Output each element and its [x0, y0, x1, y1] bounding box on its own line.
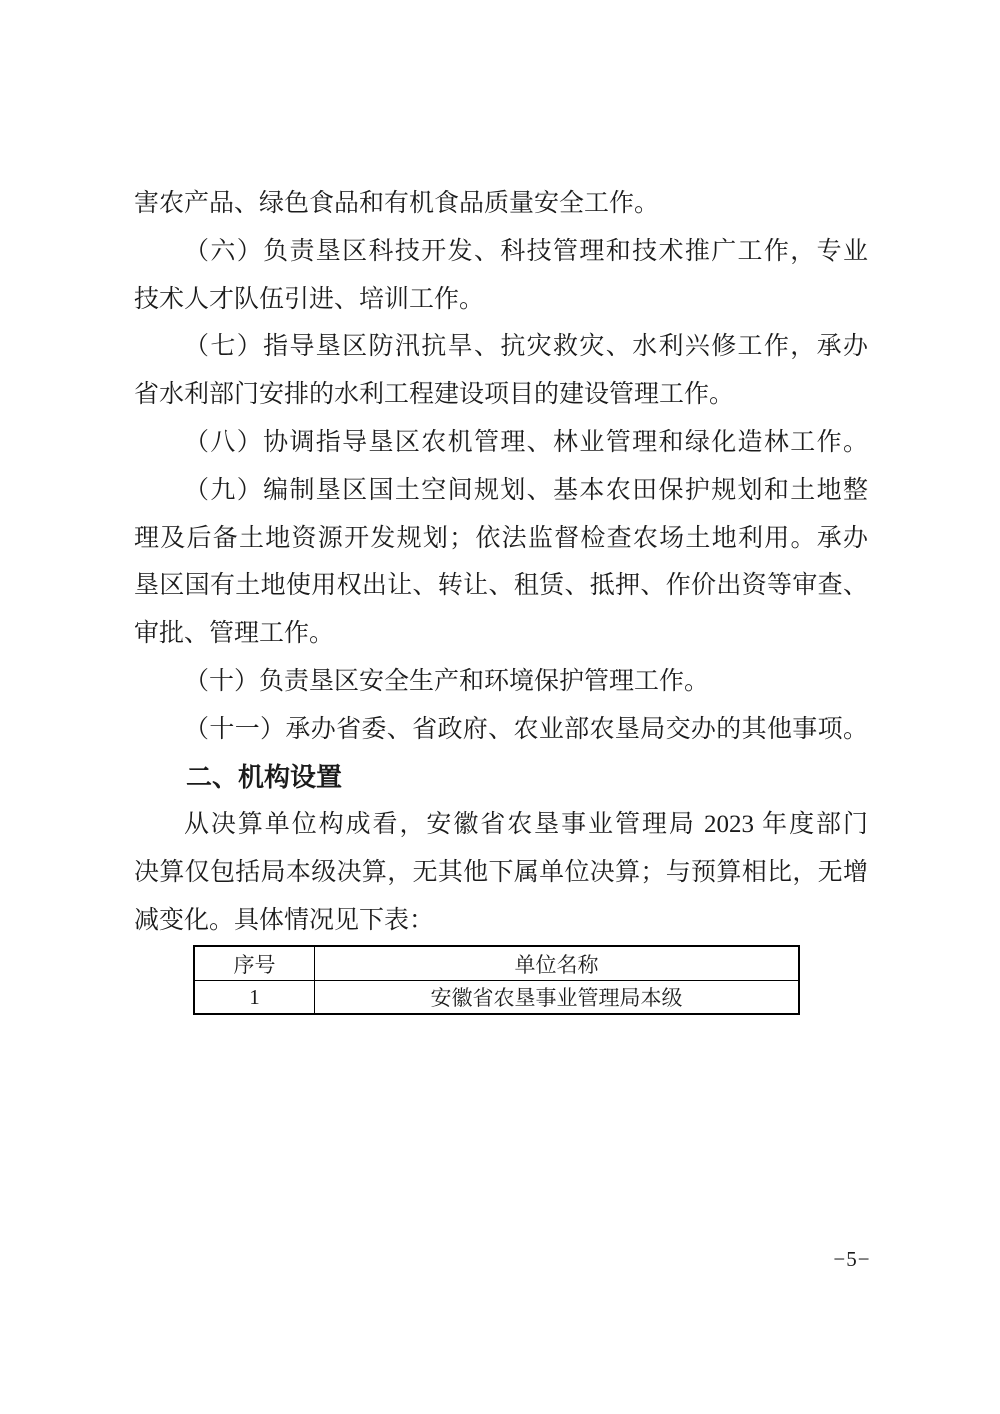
body-line: 省水利部门安排的水利工程建设项目的建设管理工作。: [134, 381, 735, 409]
table-row: [194, 981, 799, 1015]
body-line: 垦区国有土地使用权出让、转让、租赁、抵押、作价出资等审查、: [134, 572, 868, 600]
body-line: （七）指导垦区防汛抗旱、抗灾救灾、水利兴修工作，承办: [184, 333, 868, 361]
body-line: （十一）承办省委、省政府、农业部农垦局交办的其他事项。: [184, 715, 868, 743]
body-line: （九）编制垦区国土空间规划、基本农田保护规划和土地整: [184, 476, 868, 504]
body-line: 审批、管理工作。: [134, 620, 335, 648]
body-line: （八）协调指导垦区农机管理、林业管理和绿化造林工作。: [184, 428, 868, 456]
table-cell-index: 1: [194, 981, 315, 1015]
body-line: 理及后备土地资源开发规划；依法监督检查农场土地利用。承办: [134, 524, 868, 552]
body-line: 技术人才队伍引进、培训工作。: [134, 285, 485, 313]
table-header-row: [194, 946, 799, 981]
col-header-index: 序号: [194, 946, 315, 981]
body-line: （十）负责垦区安全生产和环境保护管理工作。: [184, 667, 710, 695]
body-line: 从决算单位构成看，安徽省农垦事业管理局 2023 年度部门: [184, 811, 868, 839]
body-line: 决算仅包括局本级决算，无其他下属单位决算；与预算相比，无增: [134, 859, 868, 887]
section-heading: 二、机构设置: [186, 761, 343, 792]
units-table: [193, 945, 800, 1015]
page-number: −5−: [833, 1247, 871, 1271]
col-header-unit-name: 单位名称: [315, 946, 800, 981]
body-line: 害农产品、绿色食品和有机食品质量安全工作。: [134, 190, 660, 217]
body-line: （六）负责垦区科技开发、科技管理和技术推广工作，专业: [184, 237, 868, 265]
table-cell-unit-name: 安徽省农垦事业管理局本级: [315, 981, 800, 1015]
body-line: 减变化。具体情况见下表：: [134, 906, 435, 934]
document-body: [134, 180, 868, 945]
